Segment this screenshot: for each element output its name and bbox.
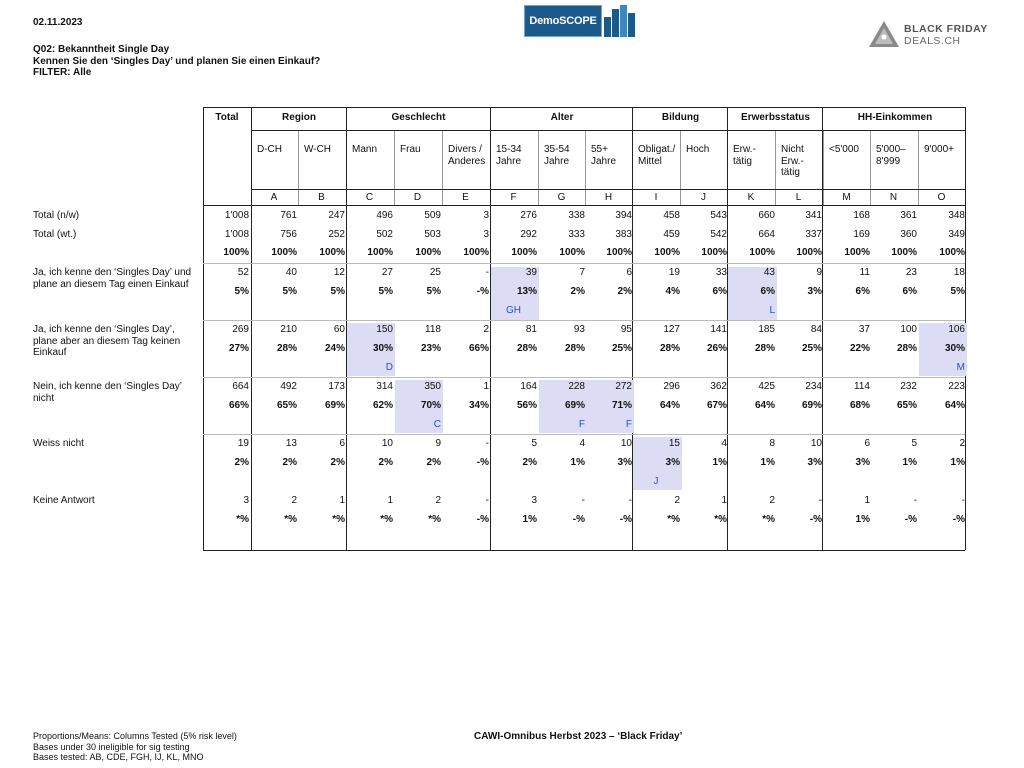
percent-cell: -%: [904, 514, 917, 525]
base-cell: 168: [853, 210, 870, 221]
percent-cell: *%: [714, 514, 727, 525]
percent-cell: 2%: [522, 457, 537, 468]
percent-cell: -%: [809, 514, 822, 525]
count-cell: 81: [525, 324, 537, 335]
percent-cell: 2%: [282, 457, 297, 468]
base-cell: 361: [900, 210, 917, 221]
count-cell: 1: [339, 495, 345, 506]
footer-note: Proportions/Means: Columns Tested (5% risk level): [33, 731, 237, 741]
column-letter: B: [318, 192, 325, 203]
count-cell: 10: [620, 438, 632, 449]
percent-cell: 5%: [950, 286, 965, 297]
count-cell: 52: [237, 267, 249, 278]
question-subtitle: Kennen Sie den ‘Singles Day’ und planen Sie einen Einkauf?: [33, 55, 321, 67]
group-header: Erwerbsstatus: [741, 112, 810, 123]
percent-cell: 5%: [426, 286, 441, 297]
percent-cell: 70%: [420, 400, 441, 411]
base-cell: 756: [280, 229, 297, 240]
group-header: Geschlecht: [391, 112, 446, 123]
column-header: Obligat./ Mittel: [638, 144, 676, 167]
count-cell: 3: [243, 495, 249, 506]
count-cell: 13: [285, 438, 297, 449]
count-cell: 19: [237, 438, 249, 449]
percent-cell: 1%: [570, 457, 585, 468]
row-label: Weiss nicht: [33, 438, 84, 449]
survey-name: CAWI-Omnibus Herbst 2023 – ‘Black Friday’: [474, 731, 683, 742]
count-cell: -: [628, 495, 632, 506]
group-header: HH-Einkommen: [857, 112, 933, 123]
base-cell: 100%: [223, 247, 249, 258]
percent-cell: 69%: [324, 400, 345, 411]
column-header: W-CH: [304, 144, 332, 155]
count-cell: 25: [429, 267, 441, 278]
count-cell: 2: [435, 495, 441, 506]
count-cell: -: [485, 495, 489, 506]
base-cell: 100%: [511, 247, 537, 258]
base-cell: 276: [520, 210, 537, 221]
percent-cell: *%: [762, 514, 775, 525]
column-letter: J: [701, 192, 706, 203]
base-cell: 383: [615, 229, 632, 240]
count-cell: -: [485, 438, 489, 449]
count-cell: 185: [758, 324, 775, 335]
row-separator: [203, 377, 965, 378]
table-hline: [203, 107, 965, 108]
count-cell: 272: [615, 381, 632, 392]
count-cell: 9: [816, 267, 822, 278]
column-letter: E: [462, 192, 469, 203]
count-cell: 39: [525, 267, 537, 278]
count-cell: 100: [900, 324, 917, 335]
percent-cell: 3%: [807, 457, 822, 468]
base-cell: 100%: [367, 247, 393, 258]
row-separator: [203, 434, 965, 435]
count-cell: 118: [425, 324, 441, 335]
question-title: Q02: Bekanntheit Single Day: [33, 44, 170, 55]
base-cell: 341: [805, 210, 822, 221]
column-header: Erw.- tätig: [733, 144, 756, 167]
count-cell: 6: [864, 438, 870, 449]
count-cell: 95: [620, 324, 632, 335]
count-cell: 4: [579, 438, 585, 449]
percent-cell: 3%: [665, 457, 680, 468]
percent-cell: 69%: [801, 400, 822, 411]
row-label: Nein, ich kenne den ‘Singles Day’ nicht: [33, 381, 182, 404]
percent-cell: *%: [380, 514, 393, 525]
count-cell: 15: [668, 438, 680, 449]
count-cell: 10: [810, 438, 822, 449]
column-letter: N: [889, 192, 898, 203]
row-label: Ja, ich kenne den ‘Singles Day’ und plane an diesem Tag einen Einkauf: [33, 267, 192, 290]
row-label: Keine Antwort: [33, 495, 95, 506]
column-header: 9'000+: [924, 144, 954, 155]
filter-label: FILTER: Alle: [33, 67, 92, 78]
percent-cell: -%: [572, 514, 585, 525]
count-cell: 425: [758, 381, 775, 392]
column-letter: K: [747, 192, 755, 203]
base-cell: 333: [568, 229, 585, 240]
percent-cell: -%: [476, 286, 489, 297]
base-cell: 3: [483, 210, 489, 221]
count-cell: 228: [568, 381, 585, 392]
count-cell: 141: [710, 324, 727, 335]
percent-cell: 28%: [754, 343, 775, 354]
column-letter: O: [937, 192, 946, 203]
count-cell: 350: [424, 381, 441, 392]
percent-cell: 30%: [944, 343, 965, 354]
count-cell: 5: [911, 438, 917, 449]
sig-letters: J: [653, 476, 659, 487]
percent-cell: 2%: [378, 457, 393, 468]
count-cell: -: [961, 495, 965, 506]
percent-cell: 24%: [324, 343, 345, 354]
tag-icon: [868, 20, 900, 48]
bfd-logo: [868, 20, 998, 52]
sig-letters: D: [385, 362, 393, 373]
percent-cell: 67%: [706, 400, 727, 411]
count-cell: 127: [663, 324, 680, 335]
percent-cell: 30%: [372, 343, 393, 354]
count-cell: 6: [339, 438, 345, 449]
percent-cell: 2%: [617, 286, 632, 297]
base-cell: 100%: [463, 247, 489, 258]
percent-cell: 3%: [807, 286, 822, 297]
sig-letters: C: [433, 419, 441, 430]
base-cell: 503: [424, 229, 441, 240]
bfd-line2: DEALS.CH: [904, 35, 961, 47]
percent-cell: 28%: [659, 343, 680, 354]
count-cell: -: [818, 495, 822, 506]
percent-cell: 2%: [570, 286, 585, 297]
base-cell: 100%: [271, 247, 297, 258]
footer-note: Bases tested: AB, CDE, FGH, IJ, KL, MNO: [33, 752, 204, 762]
base-cell: 100%: [844, 247, 870, 258]
group-header: Bildung: [661, 112, 700, 123]
count-cell: 269: [232, 324, 249, 335]
percent-cell: 5%: [282, 286, 297, 297]
column-header: 5'000– 8'999: [876, 144, 906, 167]
percent-cell: 3%: [855, 457, 870, 468]
column-letter: H: [604, 192, 613, 203]
percent-cell: 28%: [276, 343, 297, 354]
percent-cell: *%: [236, 514, 249, 525]
percent-cell: 71%: [611, 400, 632, 411]
percent-cell: 3%: [617, 457, 632, 468]
demoscope-logo-text: DemoSCOPE: [524, 5, 602, 37]
percent-cell: *%: [332, 514, 345, 525]
percent-cell: 28%: [896, 343, 917, 354]
percent-cell: 25%: [801, 343, 822, 354]
row-label: Ja, ich kenne den ‘Singles Day’, plane aber an diesem Tag keinen Einkauf: [33, 324, 181, 358]
base-cell: 349: [948, 229, 965, 240]
percent-cell: 25%: [611, 343, 632, 354]
base-cell: 100%: [891, 247, 917, 258]
count-cell: 5: [531, 438, 537, 449]
base-cell: 100%: [654, 247, 680, 258]
percent-cell: 6%: [712, 286, 727, 297]
percent-cell: 65%: [276, 400, 297, 411]
percent-cell: 1%: [950, 457, 965, 468]
group-header: Total: [215, 112, 239, 123]
column-header: D-CH: [257, 144, 282, 155]
percent-cell: -%: [476, 457, 489, 468]
column-header: Frau: [400, 144, 421, 155]
count-cell: 60: [333, 324, 345, 335]
percent-cell: 23%: [420, 343, 441, 354]
row-separator: [203, 263, 965, 264]
count-cell: 106: [948, 324, 965, 335]
percent-cell: 1%: [522, 514, 537, 525]
base-cell: 3: [483, 229, 489, 240]
base-cell: 100%: [701, 247, 727, 258]
demoscope-bars-icon: [604, 5, 636, 37]
count-cell: 9: [435, 438, 441, 449]
percent-cell: 1%: [902, 457, 917, 468]
count-cell: 362: [710, 381, 727, 392]
base-cell: 660: [758, 210, 775, 221]
percent-cell: 69%: [564, 400, 585, 411]
count-cell: 18: [953, 267, 965, 278]
percent-cell: 66%: [228, 400, 249, 411]
count-cell: 2: [291, 495, 297, 506]
column-letter: C: [365, 192, 374, 203]
column-header: 55+ Jahre: [591, 144, 617, 167]
percent-cell: 1%: [855, 514, 870, 525]
count-cell: 492: [280, 381, 297, 392]
column-letter: I: [654, 192, 658, 203]
count-cell: 210: [280, 324, 297, 335]
percent-cell: 65%: [896, 400, 917, 411]
count-cell: 232: [900, 381, 917, 392]
percent-cell: 64%: [754, 400, 775, 411]
percent-cell: 5%: [234, 286, 249, 297]
percent-cell: 27%: [228, 343, 249, 354]
count-cell: -: [485, 267, 489, 278]
count-cell: 2: [959, 438, 965, 449]
percent-cell: -%: [619, 514, 632, 525]
footer-notes: [33, 731, 237, 763]
table-hline: [251, 189, 965, 190]
count-cell: 12: [333, 267, 345, 278]
sig-letters: F: [625, 419, 632, 430]
table-hline: [203, 205, 965, 206]
count-cell: 2: [769, 495, 775, 506]
base-cell: 394: [615, 210, 632, 221]
base-cell: 543: [710, 210, 727, 221]
row-label: Total (n/w): [33, 210, 80, 221]
count-cell: 314: [376, 381, 393, 392]
percent-cell: 1%: [760, 457, 775, 468]
base-cell: 337: [805, 229, 822, 240]
count-cell: 150: [376, 324, 393, 335]
percent-cell: 22%: [849, 343, 870, 354]
percent-cell: *%: [667, 514, 680, 525]
count-cell: 296: [663, 381, 680, 392]
row-label: Total (wt.): [33, 229, 77, 240]
percent-cell: 6%: [902, 286, 917, 297]
percent-cell: 2%: [426, 457, 441, 468]
percent-cell: 28%: [516, 343, 537, 354]
base-cell: 100%: [606, 247, 632, 258]
base-cell: 542: [710, 229, 727, 240]
count-cell: 223: [948, 381, 965, 392]
column-header: Mann: [352, 144, 378, 155]
count-cell: 1: [483, 381, 489, 392]
count-cell: 2: [674, 495, 680, 506]
column-header: <5'000: [829, 144, 859, 155]
footer-note: Bases under 30 ineligible for sig testing: [33, 741, 190, 752]
percent-cell: 5%: [378, 286, 393, 297]
row-separator: [203, 320, 965, 321]
percent-cell: 5%: [330, 286, 345, 297]
percent-cell: 34%: [468, 400, 489, 411]
percent-cell: 26%: [706, 343, 727, 354]
base-cell: 1'008: [224, 210, 249, 221]
percent-cell: 56%: [516, 400, 537, 411]
count-cell: 23: [905, 267, 917, 278]
count-cell: 8: [769, 438, 775, 449]
count-cell: -: [913, 495, 917, 506]
percent-cell: 62%: [372, 400, 393, 411]
base-cell: 459: [663, 229, 680, 240]
count-cell: 1: [721, 495, 727, 506]
column-header: 15-34 Jahre: [496, 144, 522, 167]
base-cell: 664: [758, 229, 775, 240]
count-cell: 27: [381, 267, 393, 278]
percent-cell: 13%: [516, 286, 537, 297]
count-cell: 37: [858, 324, 870, 335]
group-header: Alter: [550, 112, 574, 123]
percent-cell: 68%: [849, 400, 870, 411]
percent-cell: 64%: [944, 400, 965, 411]
base-cell: 761: [280, 210, 297, 221]
column-header: Nicht Erw.- tätig: [781, 144, 804, 178]
count-cell: 2: [483, 324, 489, 335]
column-header: Divers / Anderes: [448, 144, 486, 167]
count-cell: 4: [721, 438, 727, 449]
percent-cell: 6%: [760, 286, 775, 297]
sig-letters: L: [769, 305, 775, 316]
count-cell: 6: [626, 267, 632, 278]
sig-letters: M: [956, 362, 965, 373]
count-cell: 7: [579, 267, 585, 278]
column-header: Hoch: [686, 144, 710, 155]
group-header: Region: [282, 112, 316, 123]
column-letter: F: [510, 192, 517, 203]
column-letter: A: [270, 192, 278, 203]
base-cell: 100%: [939, 247, 965, 258]
base-cell: 100%: [559, 247, 585, 258]
count-cell: 1: [864, 495, 870, 506]
report-titles: [33, 44, 320, 79]
percent-cell: -%: [476, 514, 489, 525]
percent-cell: 1%: [712, 457, 727, 468]
count-cell: 164: [520, 381, 537, 392]
base-cell: 247: [328, 210, 345, 221]
table-hline: [251, 130, 965, 131]
base-cell: 1'008: [224, 229, 249, 240]
percent-cell: 6%: [855, 286, 870, 297]
base-cell: 169: [853, 229, 870, 240]
column-header: 35-54 Jahre: [544, 144, 570, 167]
percent-cell: 2%: [234, 457, 249, 468]
count-cell: 664: [232, 381, 249, 392]
base-cell: 502: [376, 229, 393, 240]
count-cell: 234: [805, 381, 822, 392]
count-cell: 3: [531, 495, 537, 506]
count-cell: 93: [573, 324, 585, 335]
base-cell: 292: [520, 229, 537, 240]
column-letter: M: [842, 192, 851, 203]
count-cell: -: [581, 495, 585, 506]
percent-cell: 66%: [468, 343, 489, 354]
demoscope-logo: [524, 5, 636, 37]
base-cell: 360: [900, 229, 917, 240]
count-cell: 43: [763, 267, 775, 278]
percent-cell: -%: [952, 514, 965, 525]
count-cell: 114: [854, 381, 870, 392]
count-cell: 33: [715, 267, 727, 278]
base-cell: 252: [328, 229, 345, 240]
base-cell: 100%: [796, 247, 822, 258]
count-cell: 173: [328, 381, 345, 392]
base-cell: 509: [424, 210, 441, 221]
count-cell: 1: [387, 495, 393, 506]
base-cell: 100%: [415, 247, 441, 258]
percent-cell: 64%: [659, 400, 680, 411]
column-letter: L: [795, 192, 802, 203]
percent-cell: 4%: [665, 286, 680, 297]
bfd-line1: BLACK FRIDAY: [904, 23, 988, 35]
percent-cell: *%: [428, 514, 441, 525]
base-cell: 338: [568, 210, 585, 221]
count-cell: 84: [810, 324, 822, 335]
count-cell: 19: [668, 267, 680, 278]
count-cell: 10: [381, 438, 393, 449]
column-letter: G: [557, 192, 566, 203]
percent-cell: 28%: [564, 343, 585, 354]
base-cell: 348: [948, 210, 965, 221]
sig-letters: GH: [506, 305, 521, 316]
base-cell: 100%: [749, 247, 775, 258]
column-letter: D: [413, 192, 422, 203]
report-date: 02.11.2023: [33, 17, 83, 28]
base-cell: 458: [663, 210, 680, 221]
base-cell: 100%: [319, 247, 345, 258]
percent-cell: 2%: [330, 457, 345, 468]
base-cell: 496: [376, 210, 393, 221]
sig-letters: F: [578, 419, 585, 430]
percent-cell: *%: [284, 514, 297, 525]
table-hline-bottom: [203, 550, 965, 551]
count-cell: 11: [859, 267, 870, 278]
count-cell: 40: [285, 267, 297, 278]
